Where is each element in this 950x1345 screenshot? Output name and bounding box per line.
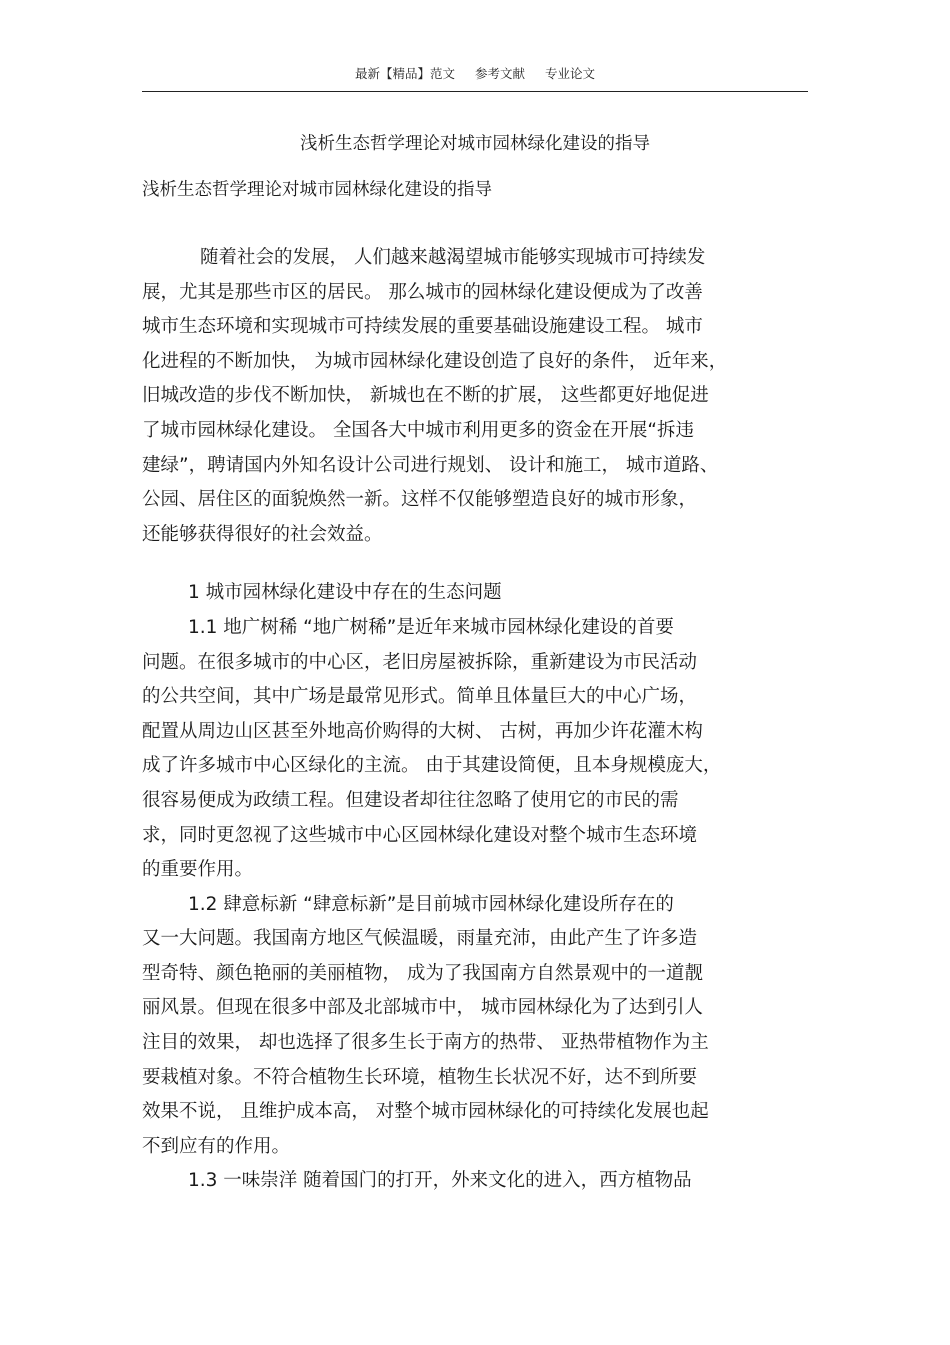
paragraph-line: 不到应有的作用。 <box>142 1135 291 1157</box>
page-header <box>142 64 808 82</box>
paragraph-line: 旧城改造的步伐不断加快， 新城也在不断的扩展， 这些都更好地促进 <box>142 385 709 407</box>
paragraph-line: 1.2 肆意标新 “肆意标新”是目前城市园林绿化建设所存在的 <box>188 893 674 915</box>
paragraph-line: 的重要作用。 <box>142 859 254 881</box>
header-item: 最新【精品】范文 <box>354 66 455 81</box>
paragraph-line: 型奇特、颜色艳丽的美丽植物， 成为了我国南方自然景观中的一道靓 <box>142 962 703 984</box>
paragraph-line: 配置从周边山区甚至外地高价购得的大树、 古树，再加少许花灌木构 <box>142 720 703 742</box>
paragraph-line: 问题。在很多城市的中心区，老旧房屋被拆除，重新建设为市民活动 <box>142 651 698 673</box>
paragraph-line: 又一大问题。我国南方地区气候温暖，雨量充沛，由此产生了许多造 <box>142 928 698 950</box>
document-body <box>142 241 808 1199</box>
paragraph-line: 很容易便成为政绩工程。但建设者却往往忽略了使用它的市民的需 <box>142 789 679 811</box>
paragraph-line: 1.3 一味崇洋 随着国门的打开，外来文化的进入，西方植物品 <box>188 1170 692 1192</box>
paragraph-line: 的公共空间，其中广场是最常见形式。简单且体量巨大的中心广场， <box>142 686 698 708</box>
paragraph-line: 成了许多城市中心区绿化的主流。 由于其建设简便，且本身规模庞大， <box>142 755 722 777</box>
section-heading: 1 城市园林绿化建设中存在的生态问题 <box>188 582 502 604</box>
paragraph-line: 公园、居住区的面貌焕然一新。这样不仅能够塑造良好的城市形象， <box>142 489 698 511</box>
paragraph-line: 建绿”，聘请国内外知名设计公司进行规划、 设计和施工， 城市道路、 <box>142 454 719 476</box>
paragraph-line: 效果不说， 且维护成本高， 对整个城市园林绿化的可持续化发展也起 <box>142 1101 709 1123</box>
paragraph-line: 求，同时更忽视了这些城市中心区园林绿化建设对整个城市生态环境 <box>142 824 698 846</box>
paragraph-line: 随着社会的发展， 人们越来越渴望城市能够实现城市可持续发 <box>200 247 706 268</box>
paragraph-line: 了城市园林绿化建设。 全国各大中城市利用更多的资金在开展“拆违 <box>142 419 694 441</box>
paragraph-line: 丽风景。但现在很多中部及北部城市中， 城市园林绿化为了达到引人 <box>142 997 703 1019</box>
paragraph-line: 还能够获得很好的社会效益。 <box>142 523 383 545</box>
paragraph-line: 要栽植对象。不符合植物生长环境，植物生长状况不好，达不到所要 <box>142 1066 698 1088</box>
header-rule <box>142 91 808 92</box>
paragraph-line: 化进程的不断加快， 为城市园林绿化建设创造了良好的条件， 近年来， <box>142 350 728 372</box>
paragraph-line: 展，尤其是那些市区的居民。 那么城市的园林绿化建设便成为了改善 <box>142 281 703 303</box>
paragraph-line: 城市生态环境和实现城市可持续发展的重要基础设施建设工程。 城市 <box>142 316 703 338</box>
document-title: 浅析生态哲学理论对城市园林绿化建设的指导 <box>300 134 650 154</box>
paragraph-line: 注目的效果， 却也选择了很多生长于南方的热带、 亚热带植物作为主 <box>142 1032 709 1054</box>
header-item: 专业论文 <box>544 66 595 81</box>
document-subtitle: 浅析生态哲学理论对城市园林绿化建设的指导 <box>142 180 492 200</box>
header-item: 参考文献 <box>474 66 525 81</box>
paragraph-line: 1.1 地广树稀 “地广树稀”是近年来城市园林绿化建设的首要 <box>188 616 674 638</box>
